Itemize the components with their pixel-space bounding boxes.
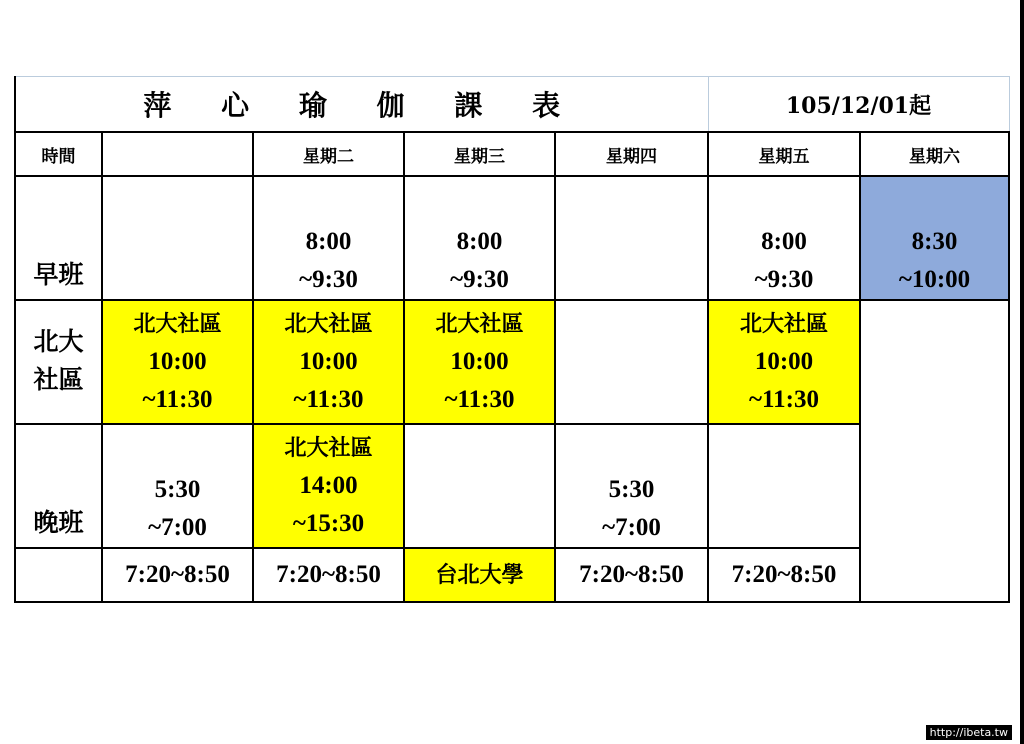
header-wed: 星期三 — [404, 132, 555, 176]
time-start: 8:30 — [911, 228, 958, 255]
cell-community-5 — [708, 300, 860, 424]
time-start: 10:00 — [299, 348, 358, 375]
time-end: ~11:30 — [749, 386, 819, 413]
time-end: ~11:30 — [293, 386, 364, 413]
time-start: 14:00 — [299, 472, 358, 499]
header-tue: 星期二 — [253, 132, 404, 176]
row-label-evening: 晚班 — [15, 424, 102, 548]
time-end: ~11:30 — [444, 386, 515, 413]
time-end: ~9:30 — [299, 266, 358, 293]
location: 北大社區 — [435, 311, 524, 337]
header-blank — [102, 132, 253, 176]
cell-evening-1 — [102, 424, 253, 548]
location: 北大社區 — [739, 311, 828, 337]
row-community — [15, 300, 1009, 424]
title-row — [15, 77, 1009, 133]
row-evening — [15, 424, 1009, 548]
schedule-title: 萍 心 瑜 伽 課 表 — [15, 77, 708, 133]
cell-community-2 — [253, 300, 404, 424]
cell-sat-empty — [860, 300, 1009, 602]
cell-morning-6 — [860, 176, 1009, 300]
header-sat: 星期六 — [860, 132, 1009, 176]
time-start: 5:30 — [608, 476, 655, 503]
time-start: 10:00 — [450, 348, 509, 375]
location: 北大社區 — [284, 435, 373, 461]
time-end: ~10:00 — [898, 266, 971, 293]
watermark: http://ibeta.tw — [926, 725, 1012, 740]
row-morning — [15, 176, 1009, 300]
time-end: ~7:00 — [602, 514, 661, 541]
header-thu: 星期四 — [555, 132, 708, 176]
cell-night-2: 7:20~8:50 — [253, 548, 404, 602]
time-start: 8:00 — [305, 228, 352, 255]
header-row — [15, 132, 1009, 176]
row-label-night — [15, 548, 102, 602]
row-night — [15, 548, 1009, 602]
cell-evening-3 — [404, 424, 555, 548]
time-start: 10:00 — [148, 348, 207, 375]
header-fri: 星期五 — [708, 132, 860, 176]
row-label-morning: 早班 — [15, 176, 102, 300]
time-start: 8:00 — [761, 228, 807, 255]
row-label-community: 北大 社區 — [15, 300, 102, 424]
time-end: ~11:30 — [142, 386, 213, 413]
cell-night-1: 7:20~8:50 — [102, 548, 253, 602]
cell-morning-3 — [404, 176, 555, 300]
page-right-border — [1020, 0, 1024, 744]
cell-evening-2 — [253, 424, 404, 548]
cell-night-5: 7:20~8:50 — [708, 548, 860, 602]
cell-morning-1 — [102, 176, 253, 300]
cell-night-3: 台北大學 — [404, 548, 555, 602]
time-end: ~7:00 — [148, 514, 207, 541]
location: 北大社區 — [133, 311, 222, 337]
time-end: ~9:30 — [754, 266, 814, 293]
time-end: ~9:30 — [450, 266, 509, 293]
cell-evening-5 — [708, 424, 860, 548]
time-start: 5:30 — [154, 476, 201, 503]
cell-morning-4 — [555, 176, 708, 300]
cell-morning-2 — [253, 176, 404, 300]
yoga-schedule-table — [14, 76, 1010, 603]
cell-night-4: 7:20~8:50 — [555, 548, 708, 602]
start-date: 105/12/01起 — [708, 77, 1009, 133]
cell-community-3 — [404, 300, 555, 424]
location: 北大社區 — [284, 311, 373, 337]
time-end: ~15:30 — [292, 510, 365, 537]
header-time: 時間 — [15, 132, 102, 176]
cell-community-1 — [102, 300, 253, 424]
time-start: 10:00 — [754, 348, 814, 375]
cell-evening-4 — [555, 424, 708, 548]
cell-morning-5 — [708, 176, 860, 300]
cell-community-4 — [555, 300, 708, 424]
time-start: 8:00 — [456, 228, 503, 255]
